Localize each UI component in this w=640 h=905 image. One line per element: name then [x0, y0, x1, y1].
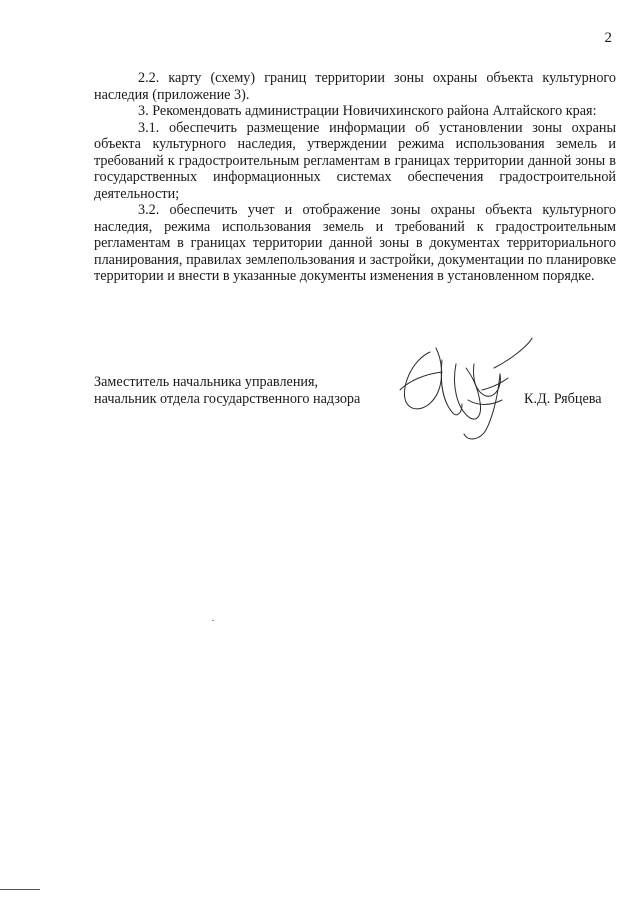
document-body	[94, 70, 616, 285]
paragraph-3: 3. Рекомендовать администрации Новичихинского района Алтайского края:	[138, 103, 597, 119]
signatory-title-line-2: начальник отдела государственного надзора	[94, 390, 361, 407]
signatory-title-line-1: Заместитель начальника управления,	[94, 374, 319, 390]
paragraph-3-1: 3.1. обеспечить размещение информации об установлении зоны охраны объекта культурного наследия, утверждении режима использования земель и требований к градостроительным регламентам в границах территории данной зоны в государственных информационных системах обеспечения градостроительной деятельности;	[94, 119, 616, 202]
page-number: 2	[604, 30, 612, 46]
paragraph-3-2: 3.2. обеспечить учет и отображение зоны охраны объекта культурного наследия, режима использования земель и требований к градостроительным регламентам в границах территории данной зоны в документах территориального планирования, правилах землепользования и застройки, документации по планировке территории и внести в указанные документы изменения в установленном порядке.	[94, 202, 616, 284]
handwritten-signature-icon	[390, 330, 540, 450]
scan-artifact-dot	[212, 620, 214, 621]
paragraph-2-2: 2.2. карту (схему) границ территории зоны охраны объекта культурного наследия (приложение 3).	[94, 70, 616, 103]
signatory-name: К.Д. Рябцева	[524, 390, 602, 407]
scan-artifact-line	[0, 889, 40, 890]
